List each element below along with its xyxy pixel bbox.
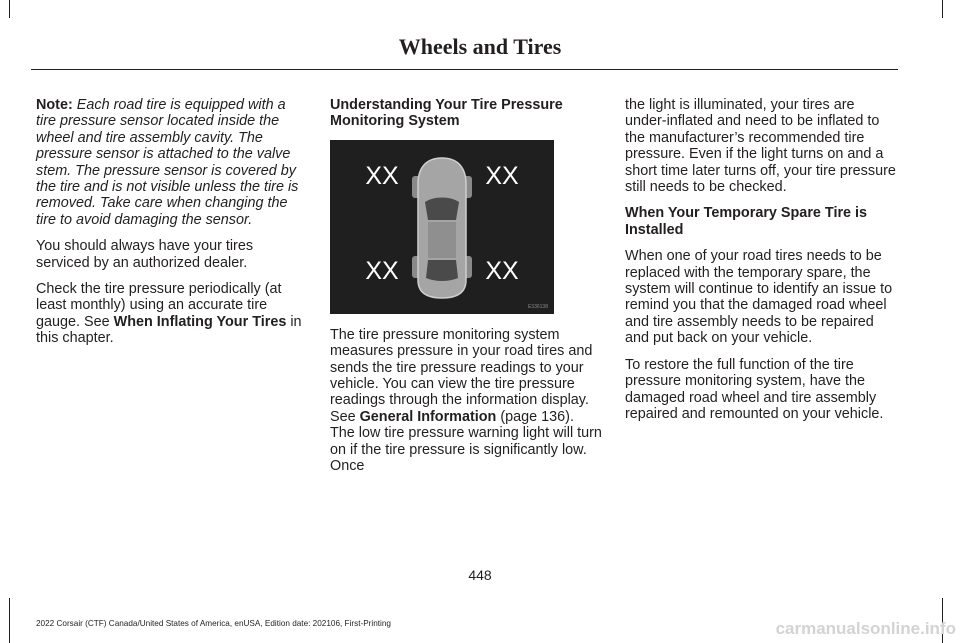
crop-mark-bottom-left [9,598,10,643]
car-top-view-icon [412,158,472,298]
header-divider [31,69,898,70]
paragraph-text: in this chapter. [36,313,302,347]
section-heading: Understanding Your Tire Pressure Monitoring System [330,97,563,130]
page-number: 448 [468,567,492,583]
watermark: carmanualsonline.info [775,619,956,638]
paragraph-text: The tire pressure monitoring system measures pressure in your road tires and sends the tire pressure readings to your vehicle. You can view the tire pressure readings through the information display. See [330,326,593,425]
note-paragraph [36,97,308,228]
cross-reference-link[interactable]: General Information [359,408,497,425]
cross-reference-link[interactable]: When Inflating Your Tires [113,313,287,330]
column-2 [330,97,602,484]
pressure-label-front-left: XX [365,161,399,190]
column-1 [36,97,308,357]
figure-code: E336138 [527,303,548,310]
pressure-label-rear-left: XX [365,256,399,285]
paragraph-serviced: You should always have your tires serviced by an authorized dealer. [36,238,254,271]
tire-pressure-display-figure [330,140,554,314]
crop-mark-top-left [9,0,10,18]
column-3 [625,97,897,432]
paragraph-tpms-description [330,327,602,475]
paragraph-text: Check the tire pressure periodically (at least monthly) using an accurate tire gauge. See [36,281,282,330]
paragraph-spare-installed: When one of your road tires needs to be replaced with the temporary spare, the system will continue to identify an issue to remind you that the damaged road wheel and tire assembly needs to be repaired and put back on your vehicle. [625,248,893,347]
section-heading: When Your Temporary Spare Tire is Installed [625,205,868,238]
pressure-label-front-right: XX [485,161,519,190]
note-text: Each road tire is equipped with a tire pressure sensor located inside the wheel and tire assembly cavity. The pressure sensor is attached to the valve stem. The pressure sensor is covered by the tire and is not visible unless the tire is removed. Take care when changing the tire to avoid damaging the sensor. [36,97,299,228]
note-label: Note: [36,97,73,113]
crop-mark-top-right [942,0,943,18]
paragraph-check-pressure [36,281,308,347]
paragraph-text: (page 136). The low tire pressure warning light will turn on if the tire pressure is significantly low. Once [330,408,602,475]
page-header-title: Wheels and Tires [398,34,562,59]
pressure-label-rear-right: XX [485,256,519,285]
paragraph-restore-function: To restore the full function of the tire pressure monitoring system, have the damaged road wheel and tire assembly repaired and remounted on your vehicle. [625,356,884,422]
edition-footer: 2022 Corsair (CTF) Canada/United States of America, enUSA, Edition date: 202106, First-Printing [36,619,391,628]
paragraph-light-illuminated: the light is illuminated, your tires are under-inflated and need to be inflated to the manufacturer’s recommended tire pressure. Even if the light turns on and a short time later turns off, your tire pressure still needs to be checked. [625,97,896,196]
